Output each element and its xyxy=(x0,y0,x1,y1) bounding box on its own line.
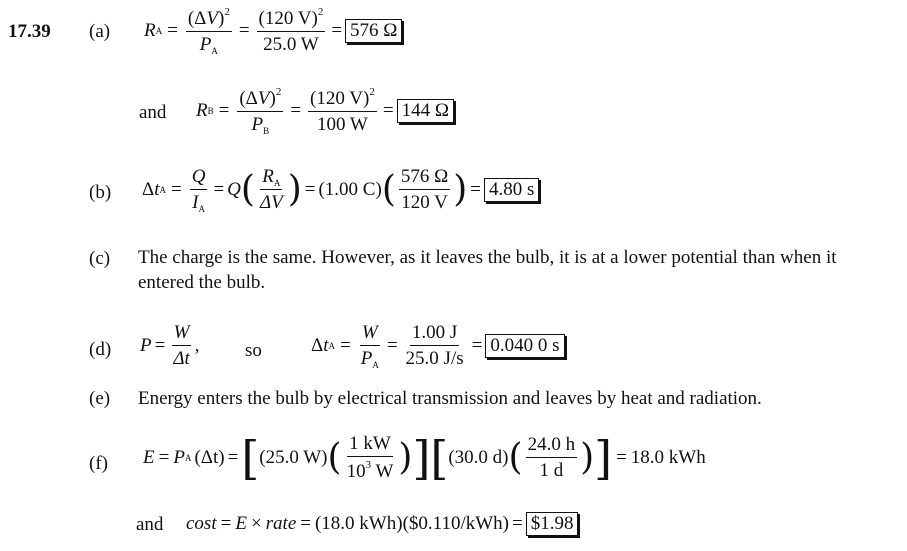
fraction-kw-over-w: $\frac{1 kW}{10^3 W}$ xyxy=(346,433,394,482)
and-label-a: and xyxy=(139,102,167,123)
fraction-1j-over-25js: $\frac{1.00 J}{25.0 J/s}$ xyxy=(405,322,464,370)
so-label: so xyxy=(245,340,262,361)
fraction-hours-over-day: $\frac{24.0 h}{1 d}$ xyxy=(527,434,576,481)
part-f-label: (f) xyxy=(89,453,108,474)
cost-equation: cost = E × rate = (18.0 kWh)($0.110/kWh) = $1.98 xyxy=(186,512,578,536)
part-d-label: (d) xyxy=(89,339,112,360)
answer-delta-t-b: 4.80 s xyxy=(484,178,539,202)
answer-delta-t-d: 0.040 0 s xyxy=(485,334,564,358)
fraction-dv2-over-pa: $\frac{(\Delta V)^2}{P_A}$ xyxy=(187,6,230,56)
part-c-text-line-2: entered the bulb. xyxy=(138,272,266,293)
part-c-label: (c) xyxy=(89,248,111,269)
part-a-equation-1: R A = $\frac{(\Delta V)^2}{P_A}$ = $\frac{(120 V)^2}{25.0 W}$ = 576 Ω xyxy=(144,6,402,56)
fraction-w-over-pa: $\frac{W}{P_A}$ xyxy=(360,322,379,370)
fraction-w-over-dt: $\frac{W}{\Delta t}$ xyxy=(173,322,190,369)
part-d-equation: Δ t A = $\frac{W}{P_A}$ = $\frac{1.00 J}{25.0 J/s}$ = 0.040 0 s xyxy=(311,322,565,370)
part-e-text: Energy enters the bulb by electrical transmission and leaves by heat and radiation. xyxy=(138,388,762,409)
fraction-120v2-over-25w: $\frac{(120 V)^2}{25.0 W}$ xyxy=(258,6,324,56)
fraction-120v2-over-100w: $\frac{(120 V)^2}{100 W}$ xyxy=(310,86,375,136)
and-label-cost: and xyxy=(136,514,164,535)
part-b-label: (b) xyxy=(89,182,112,203)
part-c-text-line-1: The charge is the same. However, as it leaves the bulb, it is at a lower potential than when it xyxy=(138,247,837,268)
answer-rb: 144 Ω xyxy=(397,99,454,123)
problem-number: 17.39 xyxy=(8,21,51,42)
fraction-576-over-120: $\frac{576 \Omega}{120 V}$ xyxy=(400,166,449,214)
fraction-dv2-over-pb: $\frac{(\Delta V)^2}{P_B}$ xyxy=(239,86,282,136)
fraction-q-over-ia: $\frac{Q}{I_A}$ xyxy=(191,166,206,214)
part-a-label: (a) xyxy=(89,21,111,42)
part-d-power-definition: P = $\frac{W}{\Delta t}$ , xyxy=(140,322,200,369)
answer-ra: 576 Ω xyxy=(345,19,402,43)
part-f-equation: E = P A (Δt) = [ (25.0 W) ( $\frac{1 kW}{10^3 W}$ ) ] [ (30.0 d) ( $\frac{24.0 h}{1 d}$ ) ] = 18.0 kWh xyxy=(143,430,706,485)
part-b-equation: Δ t A = $\frac{Q}{I_A}$ = Q ( $\frac{R_A}{\Delta V}$ ) = (1.00 C) ( $\frac{576 \Omega}{120 V}$ ) = 4.80 s xyxy=(142,166,539,214)
part-a-equation-2: R B = $\frac{(\Delta V)^2}{P_B}$ = $\frac{(120 V)^2}{100 W}$ = 144 Ω xyxy=(196,86,454,136)
part-e-label: (e) xyxy=(89,388,111,409)
fraction-ra-over-dv: $\frac{R_A}{\Delta V}$ xyxy=(259,166,283,214)
answer-cost: $1.98 xyxy=(526,512,579,536)
energy-result: 18.0 kWh xyxy=(630,446,706,468)
